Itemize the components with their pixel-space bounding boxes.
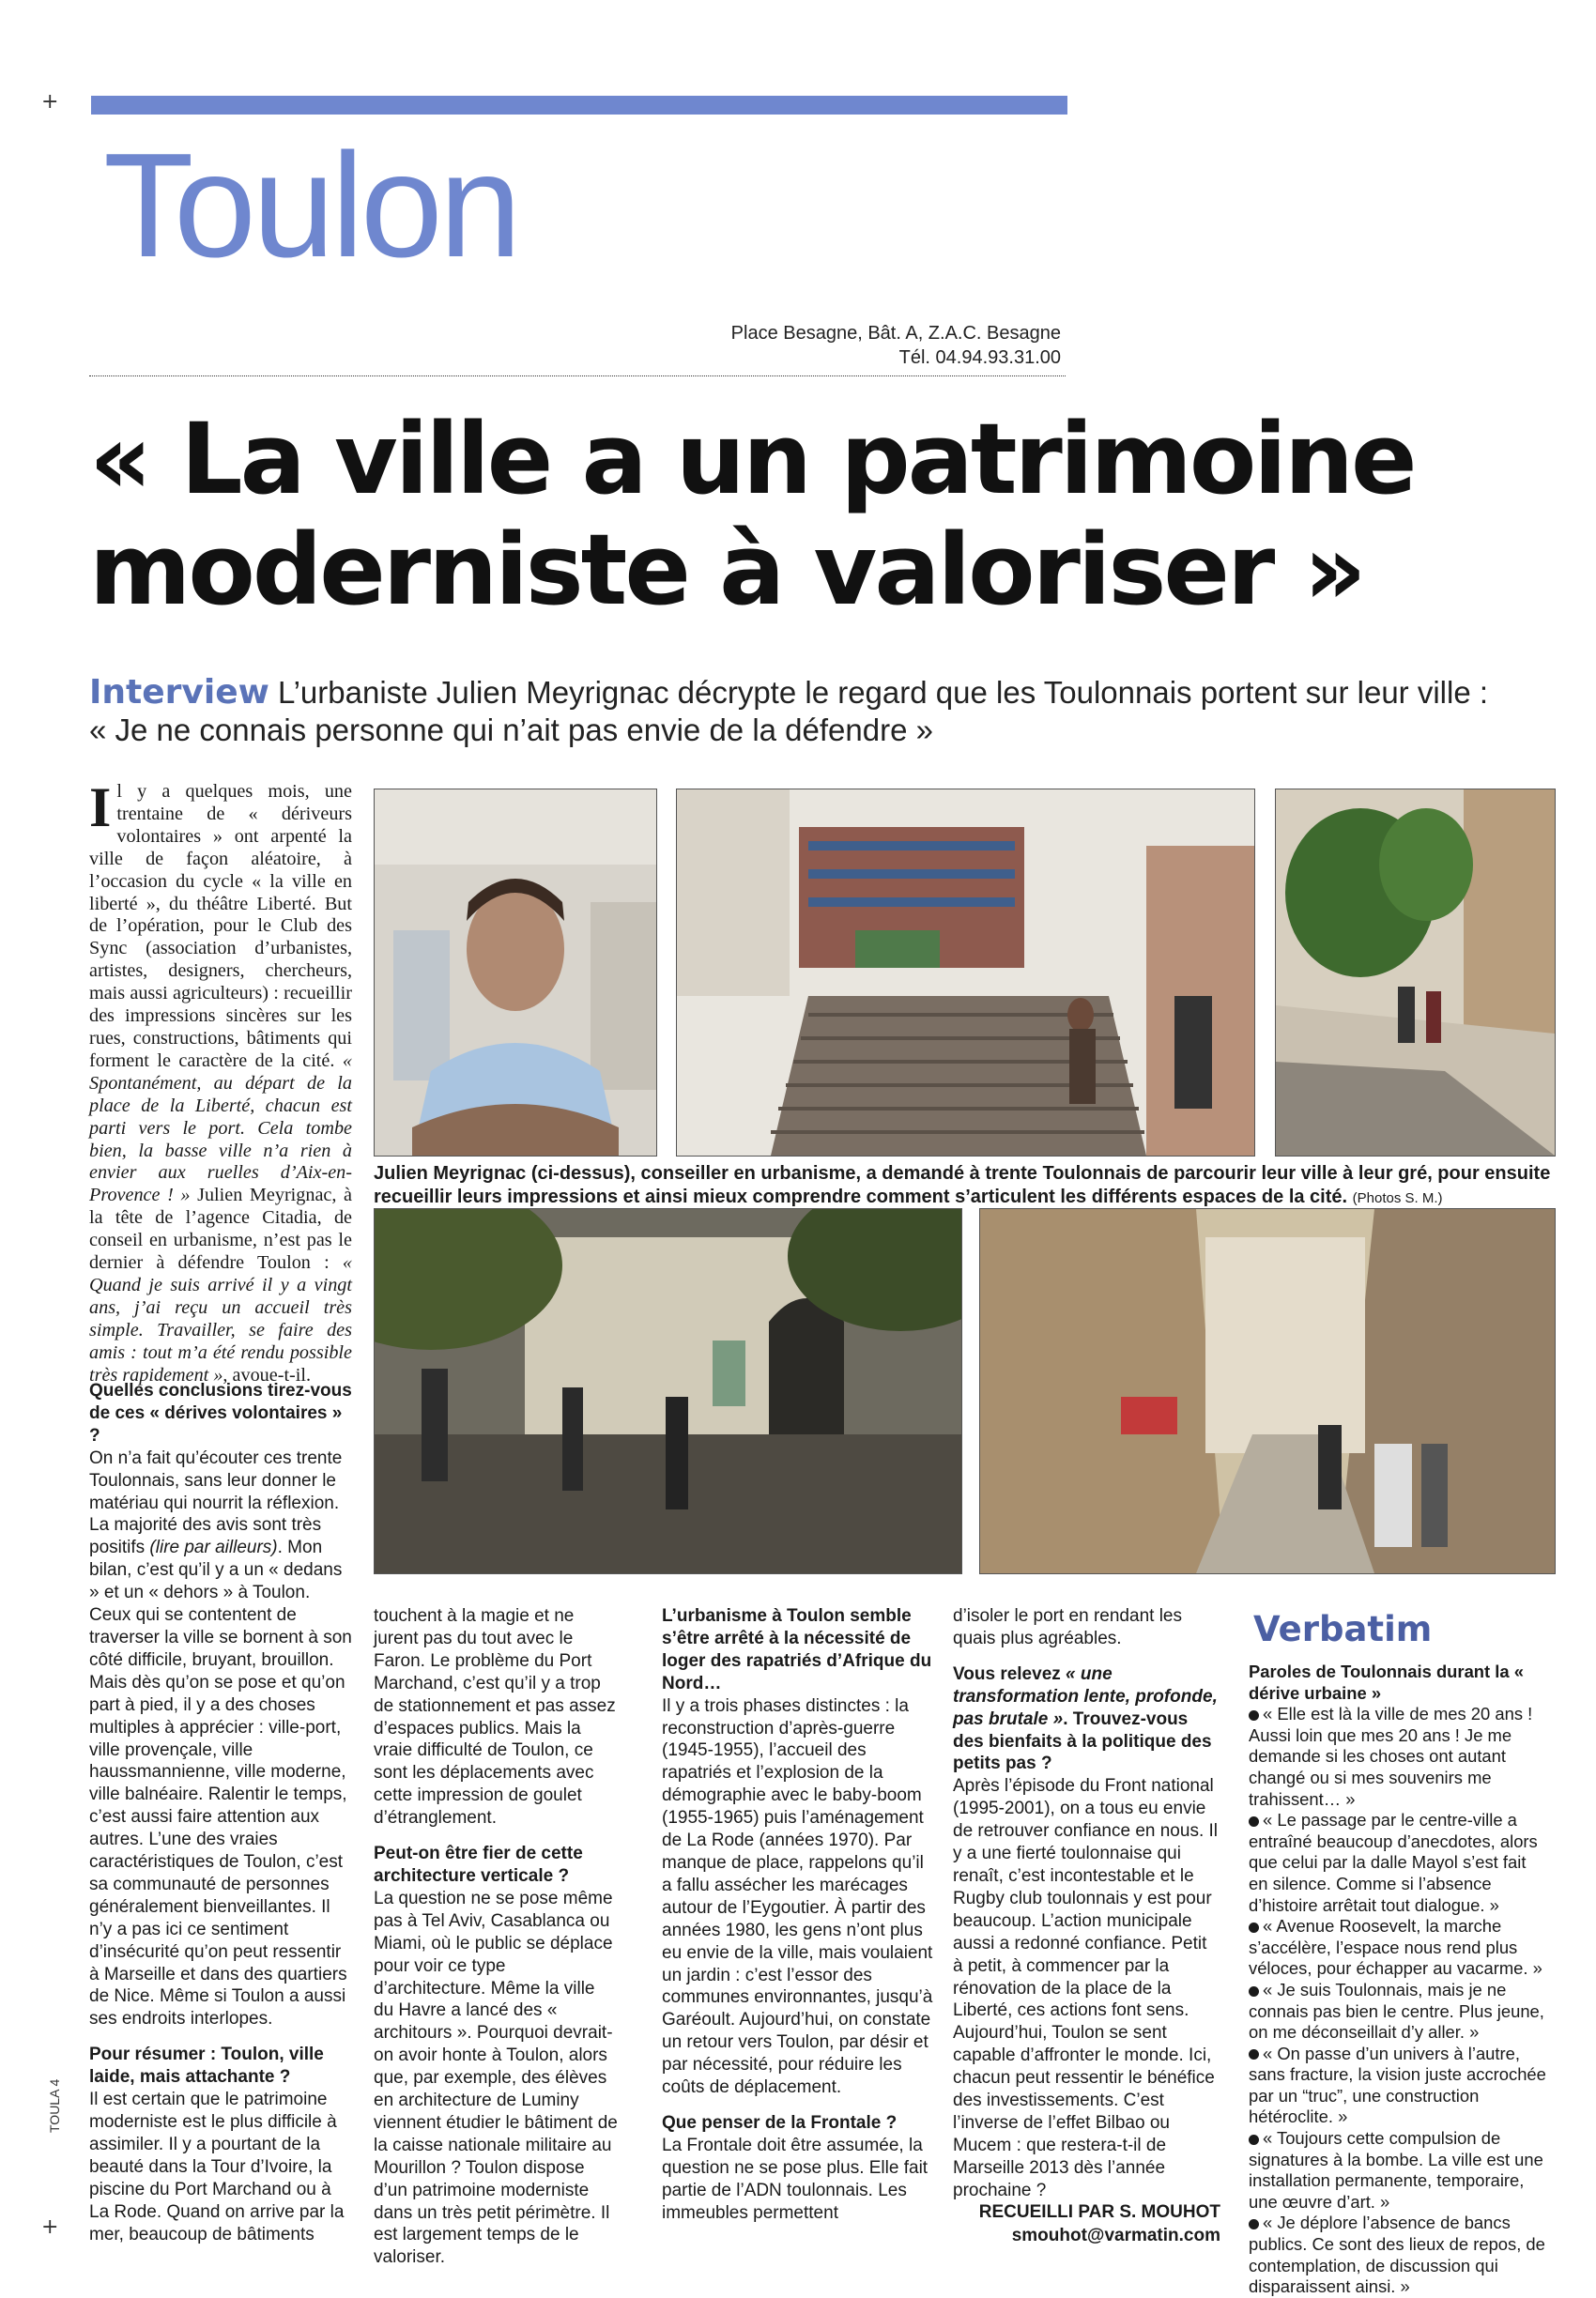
verbatim-quote-text: « On passe d’un univers à l’autre, sans fracture, la vision juste accrochée par un “truc”, une construction hétéroclite. »	[1249, 2043, 1546, 2127]
verbatim-quote-text: « Le passage par le centre-ville a entraîné beaucoup d’anecdotes, alors que celui par la dalle Mayol s’est fait en silence. Comme si l’absence d’histoire arrêtait tout dialogue. »	[1249, 1810, 1538, 1915]
phone-line: Tél. 04.94.93.31.00	[898, 347, 1061, 368]
verbatim-quote	[1249, 2044, 1549, 2128]
bullet-icon	[1249, 1923, 1259, 1933]
headline-line-2: moderniste à valoriser »	[89, 513, 1364, 627]
answer-1-ref: (lire par ailleurs)	[149, 1538, 278, 1558]
bullet-icon	[1249, 1986, 1259, 1997]
intro-text: l y a quelques mois, une trentaine de « dériveurs volontaires » ont arpenté la ville de façon aléatoire, à l’occasion du cycle « la ville en liberté », du théâtre Liberté. But de l’opération, pour le Club des Sync (association d’urbanistes, artistes, designers, chercheurs, mais aussi agriculteurs) : recueillir des impressions sincères sur les rues, constructions, bâtiments qui forment le caractère de la cité.	[89, 781, 352, 1071]
question-6-part-2: . Trouvez-vous des bienfaits à la politique des petits pas ?	[953, 1708, 1212, 1774]
verbatim-quote	[1249, 2128, 1549, 2213]
verbatim-quote	[1249, 1810, 1549, 1916]
verbatim-quote-text: « Elle est là la ville de mes 20 ans ! Aussi loin que mes 20 ans ! Je me demande si les choses ont autant changé ou si mes souvenirs me trahissent… »	[1249, 1704, 1533, 1809]
headline	[89, 404, 1573, 625]
registration-mark-bottom: +	[41, 2215, 59, 2239]
answer-1: On n’a fait qu’écouter ces trente Toulonnais, sans leur donner le matériau qui nourrit la réflexion. La majorité des avis sont très positifs	[89, 1448, 343, 1558]
answer-2: Il est certain que le patrimoine moderniste est le plus difficile à assimiler. Il y a pourtant de la beauté dans la Tour d’Ivoire, la piscine du Port Marchand ou à La Rode. Quand on arrive par la mer, beaucoup de bâtiments	[89, 2090, 345, 2244]
question-1: Quelles conclusions tirez-vous de ces « dérives volontaires » ?	[89, 1381, 352, 1446]
quote-2: « Quand je suis arrivé il y a vingt ans, j’ai reçu un accueil très simple. Travailler, se faire des amis : tout m’a été rendu possible très rapidement »	[89, 1252, 352, 1386]
bullet-icon	[1249, 1816, 1259, 1827]
section-color-bar	[91, 96, 1067, 115]
address-line: Place Besagne, Bât. A, Z.A.C. Besagne	[730, 323, 1061, 344]
headline-line-1: « La ville a un patrimoine	[89, 402, 1415, 516]
kicker	[89, 674, 1573, 749]
verbatim-quote-text: « Je suis Toulonnais, mais je ne connais pas bien le centre. Plus jeune, on me déconseillait d’y aller. »	[1249, 1979, 1544, 2043]
verbatim-quote	[1249, 1916, 1549, 1980]
verbatim-subtitle: Paroles de Toulonnais durant la « dérive urbaine »	[1249, 1662, 1524, 1703]
interview-column-3	[662, 1605, 934, 2224]
bullet-icon	[1249, 2049, 1259, 2060]
photo-staircase	[676, 789, 1255, 1157]
kicker-line-1: L’urbaniste Julien Meyrignac décrypte le regard que les Toulonnais portent sur leur ville :	[269, 675, 1489, 710]
signature	[953, 2200, 1220, 2247]
question-6-part-1: Vous relevez	[953, 1663, 1067, 1684]
question-3: Peut-on être fier de cette architecture verticale ?	[374, 1844, 583, 1886]
photo-alley	[979, 1208, 1556, 1574]
caption-text: Julien Meyrignac (ci-dessus), conseiller en urbanisme, a demandé à trente Toulonnais de parcourir leur ville à leur gré, pour ensuite recueillir leurs impressions et ainsi mieux comprendre comment s’articulent les différents espaces de la cité.	[374, 1163, 1551, 1207]
question-6	[953, 1663, 1220, 1776]
photo-street-trees	[1275, 789, 1556, 1157]
interview-column-2	[374, 1605, 618, 2269]
verbatim-quote-text: « Toujours cette compulsion de signatures à la bombe. La ville est une installation permanente, temporaire, une œuvre d’art. »	[1249, 2128, 1543, 2212]
kicker-line-2: « Je ne connais personne qui n’ait pas envie de la défendre »	[89, 712, 933, 747]
address-block	[657, 321, 1061, 370]
quote-1: « Spontanément, au départ de la place de la Liberté, chacun est parti vers le port. Cela tombe bien, la basse ville n’a rien à envier aux ruelles d’Aix-en-Provence ! »	[89, 1049, 352, 1206]
photo-credit: (Photos S. M.)	[1352, 1190, 1443, 1206]
dropcap: I	[89, 776, 112, 838]
photo-courtyard	[374, 1208, 962, 1574]
signature-byline: RECUEILLI PAR S. MOUHOT	[978, 2202, 1220, 2222]
question-5: Que penser de la Frontale ?	[662, 2112, 898, 2133]
answer-5-cont: d’isoler le port en rendant les quais plus agréables.	[953, 1606, 1182, 1648]
verbatim-quote	[1249, 1704, 1549, 1810]
answer-1-cont: . Mon bilan, c’est qu’il y a un « dedans » et un « dehors » à Toulon. Ceux qui se contentent de traverser la ville se bornent à son côté difficile, bruyant, brouillon. Mais dès qu’on se pose et qu’on part à pied, il y a des choses multiples à apprécier : ville-port, ville provençale, ville haussmannienne, ville moderne, ville balnéaire. Ralentir le temps, c’est aussi faire attention aux autres. L’une des vraies caractéristiques de Toulon, c’est sa communauté de personnes généralement bienveillantes. Il n’y a pas ici ce sentiment d’insécurité qu’on peut ressentir à Marseille et dans des quartiers de Nice. Même si Toulon a aussi ses endroits interlopes.	[89, 1538, 352, 2030]
signature-email: smouhot@varmatin.com	[1011, 2226, 1220, 2245]
verbatim-title: Verbatim	[1253, 1609, 1433, 1649]
answer-4: Il y a trois phases distinctes : la reconstruction d’après-guerre (1945-1955), l’accueil des rapatriés et l’explosion de la démographie avec le baby-boom (1955-1965) puis l’aménagement de La Rode (années 1970). Par manque de place, rappelons qu’il a fallu assécher les marécages autour de l’Eygoutier. À partir des années 1980, les gens n’ont plus eu envie de la ville, mais voulaient un jardin : c’est l’essor des communes environnantes, jusqu’à Garéoult. Aujourd’hui, on constate un retour vers Toulon, par désir et par nécessité, pour réduire les coûts de déplacement.	[662, 1695, 933, 2098]
kicker-tag: Interview	[89, 673, 269, 712]
verbatim-box	[1249, 1662, 1549, 2298]
answer-6: Après l’épisode du Front national (1995-2001), on a tous eu envie de retrouver confiance en nous. Il y a une fierté toulonnaise qui renaît, c’est incontestable et le Rugby club toulonnais y est pour beaucoup. L’action municipale aussi a redonné confiance. Petit à petit, à commencer par la rénovation de la place de la Liberté, ces actions font sens. Aujourd’hui, Toulon se sent capable d’affronter le monde. Ici, chacun peut ressentir le bénéfice des investissements. C’est l’inverse de l’effet Bilbao ou Mucem : que restera-t-il de Marseille 2013 dès l’année prochaine ?	[953, 1776, 1219, 2200]
interview-column-4	[953, 1605, 1220, 2202]
header-rule	[89, 375, 1066, 376]
verbatim-quote	[1249, 2213, 1549, 2297]
section-title: Toulon	[103, 123, 518, 288]
verbatim-quote	[1249, 1980, 1549, 2044]
answer-5: La Frontale doit être assumée, la question ne se pose plus. Elle fait partie de l’ADN toulonnais. Les immeubles permettent	[662, 2135, 928, 2223]
answer-3: La question ne se pose même pas à Tel Aviv, Casablanca ou Miami, où le public se déplace pour voir ce type d’architecture. Même la ville du Havre a lancé des « architours ». Pourquoi devrait-on avoir honte à Toulon, alors que, par exemple, des élèves en architecture de Luminy viennent étudier le bâtiment de la caisse nationale militaire au Mourillon ? Toulon dispose d’un patrimoine moderniste dans un très petit périmètre. Il est largement temps de le valoriser.	[374, 1888, 618, 2268]
verbatim-quote-text: « Avenue Roosevelt, la marche s’accélère, l’espace nous rend plus véloces, pour échapper au vacarme. »	[1249, 1916, 1542, 1979]
bullet-icon	[1249, 1710, 1259, 1721]
question-2: Pour résumer : Toulon, ville laide, mais attachante ?	[89, 2045, 324, 2088]
article-intro-column	[89, 776, 352, 1386]
intro-text-3: , avoue-t-il.	[223, 1364, 312, 1386]
interview-column-1	[89, 1380, 352, 2245]
photo-caption	[374, 1162, 1561, 1210]
question-6-quote: « une transformation lente, profonde, pas brutale »	[953, 1663, 1218, 1729]
answer-2-cont: touchent à la magie et ne jurent pas du tout avec le Faron. Le problème du Port Marchand, c’est qu’il y a trop de stationnement et pas assez d’espaces publics. Mais la vraie difficulté de Toulon, ce sont les déplacements avec cette impression de goulet d’étranglement.	[374, 1606, 616, 1829]
intro-text-2: Julien Meyrignac, à la tête de l’agence Citadia, de conseil en urbanisme, n’est pas le dernier à défendre Toulon :	[89, 1185, 352, 1274]
photo-portrait	[374, 789, 657, 1157]
question-4: L’urbanisme à Toulon semble s’être arrêté à la nécessité de loger des rapatriés d’Afrique du Nord…	[662, 1606, 932, 1693]
page-folio: TOULA 4	[47, 2078, 62, 2133]
registration-mark-top: +	[41, 90, 59, 114]
bullet-icon	[1249, 2135, 1259, 2145]
bullet-icon	[1249, 2219, 1259, 2229]
verbatim-quote-text: « Je déplore l’absence de bancs publics. Ce sont des lieux de repos, de contemplation, de discussion qui disparaissent ainsi. »	[1249, 2213, 1545, 2297]
